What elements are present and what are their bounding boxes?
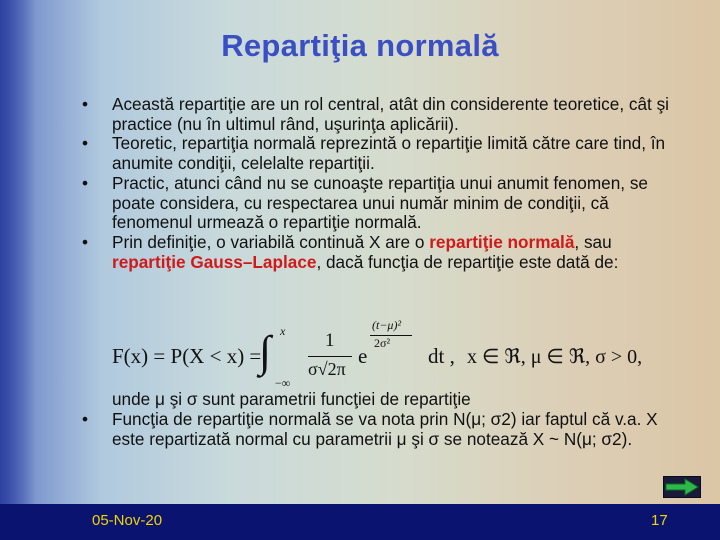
bullet-mark: • [82,172,89,193]
formula-lhs: F(x) = P(X < x) = [112,344,262,368]
normal-cdf-formula [112,318,652,394]
left-edge-shade [0,0,36,504]
bullet-text-part: , sau [574,231,612,252]
bullet-text-part: , dacă funcţia de repartiţie este dată de: [316,251,619,272]
fraction-numerator: 1 [325,330,335,351]
bullet-text: Funcţia de repartiţie normală se va nota prin N(μ; σ2) iar faptul că v.a. X este repartizată normal cu parametrii μ şi σ se notează X ~ N(μ; σ2). [112,409,658,449]
exp-base: e [358,344,368,368]
formula-conditions: x ∈ ℜ, μ ∈ ℜ, σ > 0, [467,346,643,368]
bullet-item-3 [82,174,682,233]
bullet-mark: • [82,133,89,154]
highlight-normal-distribution: repartiţie normală [429,231,575,252]
differential: dt , [428,344,455,368]
bullet-text-part: Prin definiţie, o variabilă continuă X are o [112,231,430,252]
exponent-denominator: 2σ² [374,336,391,350]
slide-title: Repartiţia normală [221,28,499,63]
right-arrow-icon [663,476,701,498]
highlight-gauss-laplace: repartiţie Gauss–Laplace [112,251,317,272]
params-text: unde μ şi σ sunt parametrii funcţiei de repartiţie [112,389,471,410]
bullet-item-5 [82,410,682,449]
bullet-mark: • [82,409,89,430]
slide-body [82,95,682,449]
bullet-item-1 [82,95,682,134]
footer-date: 05-Nov-20 [92,512,163,529]
bullet-text: Teoretic, repartiţia normală reprezintă o repartiţie limită către care tind, în anumite condiţii, celelalte repartiţii. [112,133,666,174]
integral-upper-limit: x [280,324,286,338]
page-number: 17 [651,512,668,529]
bullet-text: Această repartiţie are un rol central, atât din considerente teoretice, cât şi practice (nu în ultimul rând, uşurinţa aplicării). [112,94,669,134]
bullet-item-2 [82,134,682,173]
exponent-numerator: (t−μ)² [372,318,402,332]
bullet-mark: • [82,94,89,114]
integral-lower-limit: −∞ [275,376,291,390]
fraction-bar [308,356,352,357]
bullet-text: Practic, atunci când nu se cunoaşte repartiţia unui anumit fenomen, se poate considera, cu respectarea unui număr minim de condiţii, că fenomenul urmează o repartiţie normală. [112,172,648,233]
bullet-item-4 [82,233,682,272]
fraction-denominator: σ√2π [308,359,346,379]
bullet-mark: • [82,231,89,252]
next-slide-button[interactable] [663,476,701,498]
integral-sign: ∫ [259,327,272,376]
footer-bar [0,504,720,540]
